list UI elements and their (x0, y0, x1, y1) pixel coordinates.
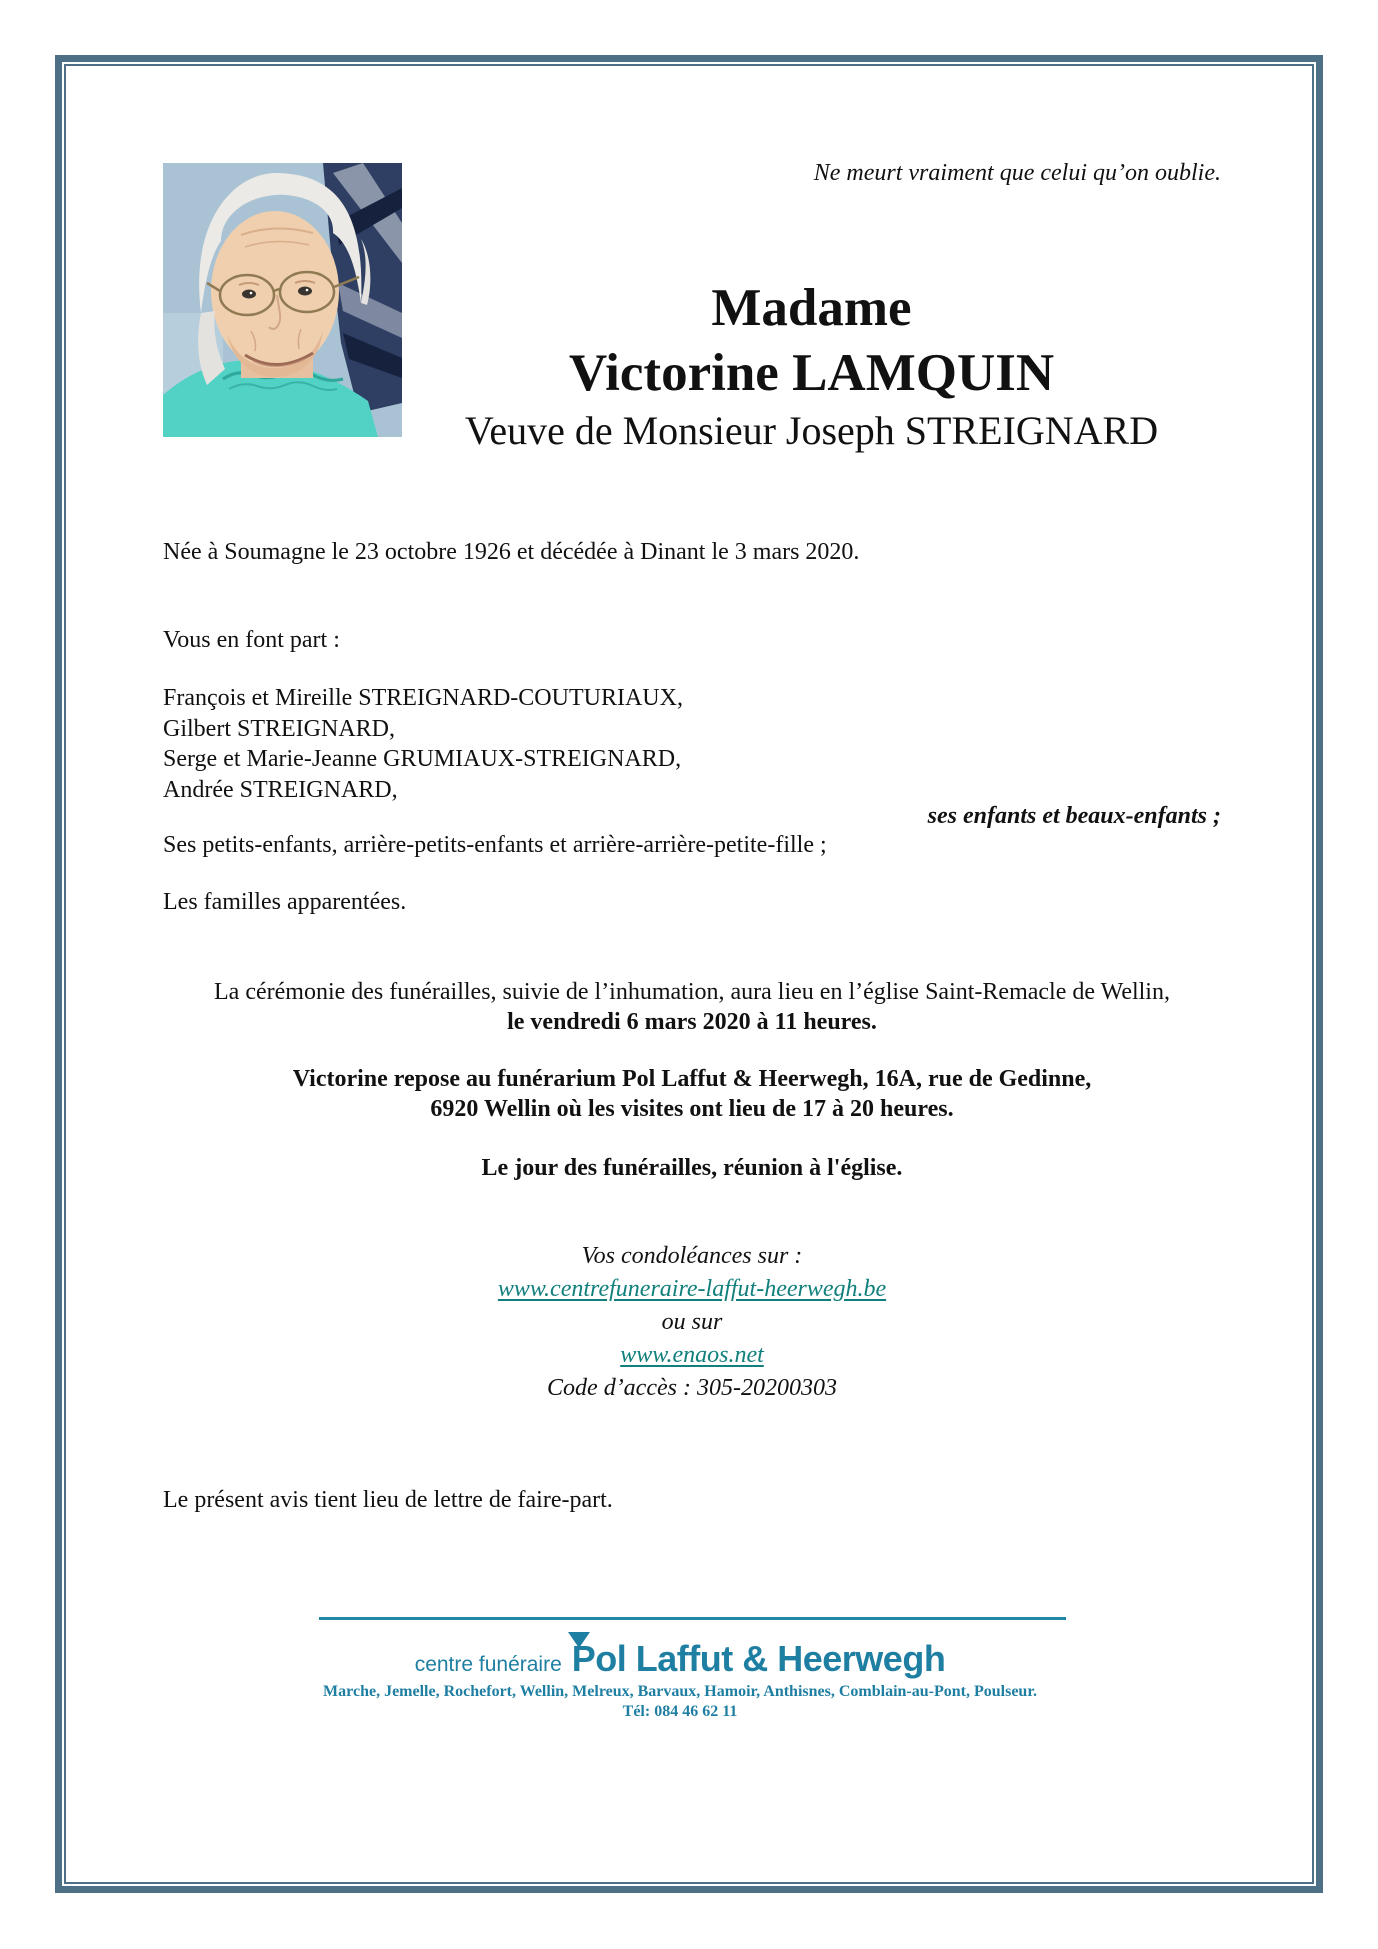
ceremony-paragraph (163, 977, 1221, 1037)
repose-line: Victorine repose au funérarium Pol Laffut & Heerwegh, 16A, rue de Gedinne, (292, 1066, 1092, 1092)
condolences-block (163, 1240, 1221, 1405)
announcement-intro: Vous en font part : (163, 627, 340, 653)
repose-paragraph (163, 1064, 1221, 1124)
footer-divider-rule (319, 1617, 1066, 1620)
access-code-line: Code d’accès : 305-20200303 (547, 1375, 837, 1401)
brand-locations-line: Marche, Jemelle, Rochefort, Wellin, Melreux, Barvaux, Hamoir, Anthisnes, Comblain-au-Pont, Poulseur. (323, 1683, 1037, 1700)
family-member: Andrée STREIGNARD, (163, 776, 398, 803)
portrait-photo (163, 163, 402, 437)
brand-lockup (151, 1638, 1209, 1680)
family-member: Gilbert STREIGNARD, (163, 715, 395, 742)
grandchildren-line: Ses petits-enfants, arrière-petits-enfants et arrière-arrière-petite-fille ; (163, 832, 827, 858)
family-member: François et Mireille STREIGNARD-COUTURIAUX, (163, 685, 683, 711)
epitaph-quote: Ne meurt vraiment que celui qu’on oublie. (813, 160, 1221, 186)
family-list (163, 683, 1221, 805)
ceremony-date-line: le vendredi 6 mars 2020 à 11 heures. (507, 1009, 877, 1035)
brand-phone-line: Tél: 084 46 62 11 (622, 1703, 738, 1720)
subtitle-widow-of: Veuve de Monsieur Joseph STREIGNARD (464, 408, 1159, 453)
ceremony-line: La cérémonie des funérailles, suivie de l’inhumation, aura lieu en l’église Saint-Remacle de Wellin, (214, 979, 1170, 1005)
condolences-link-primary[interactable]: www.centrefuneraire-laffut-heerwegh.be (497, 1276, 887, 1302)
condolences-link-enaos[interactable]: www.enaos.net (620, 1342, 764, 1368)
title-madame: Madame (711, 279, 912, 337)
family-role-line: ses enfants et beaux-enfants ; (927, 803, 1221, 829)
repose-line: 6920 Wellin où les visites ont lieu de 17 à 20 heures. (430, 1096, 954, 1122)
brand-prefix: centre funéraire (414, 1653, 562, 1676)
related-families-line: Les familles apparentées. (163, 889, 407, 915)
notice-line: Le présent avis tient lieu de lettre de faire-part. (163, 1487, 613, 1513)
or-label: ou sur (661, 1309, 723, 1335)
title-name: Victorine LAMQUIN (568, 344, 1055, 402)
family-member: Serge et Marie-Jeanne GRUMIAUX-STREIGNARD, (163, 746, 682, 772)
condolences-label: Vos condoléances sur : (581, 1243, 803, 1269)
heading-block (402, 276, 1221, 456)
birth-death-line: Née à Soumagne le 23 octobre 1926 et décédée à Dinant le 3 mars 2020. (163, 539, 860, 565)
meeting-line: Le jour des funérailles, réunion à l'église. (481, 1155, 903, 1181)
brand-name: Pol Laffut & Heerwegh (571, 1638, 946, 1679)
